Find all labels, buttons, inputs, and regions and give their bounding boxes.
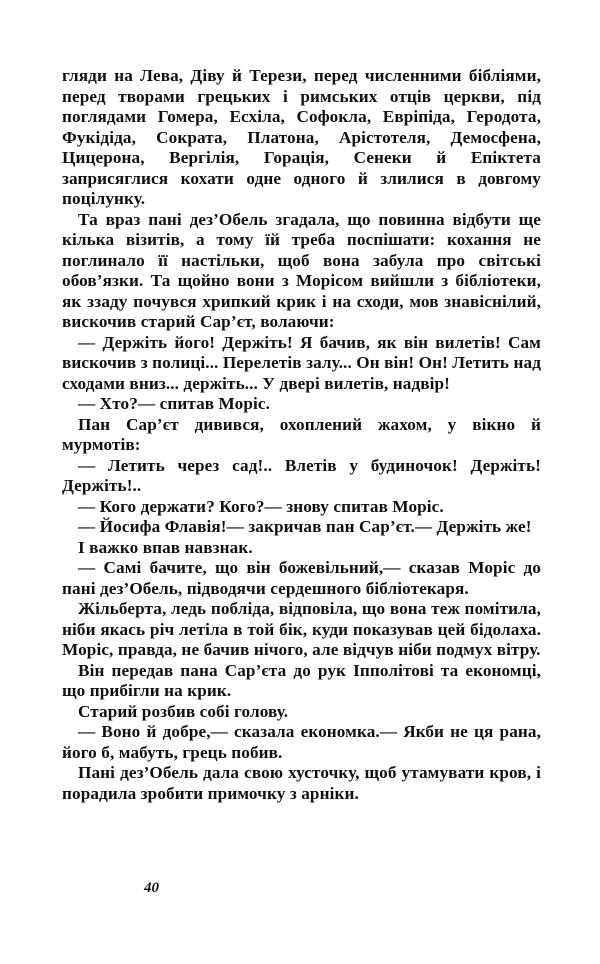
paragraph-13: Старий розбив собі голову.: [78, 701, 289, 721]
paragraph-11: Жільберта, ледь побліда, відповіла, що вона теж помітила, ніби якась річ летіла в той бік, куди показував цей бідолаха. Моріс, правда, не бачив нічого, але відчув ніби подмух вітру.: [62, 599, 541, 659]
paragraph-2: Та враз пані дез’Обель згадала, що повинна відбути ще кілька візитів, а тому їй треба поспішати: кохання не поглинало її настільки, щоб вона забула про світські обов’язки. Та щойно вони з Морісом вийшли з бібліотеки, як ззаду почувся хрипкий крик і на сходи, мов знавіснілий, вискочив старий Сар’єт, волаючи:: [62, 209, 541, 331]
paragraph-4: — Хто?— спитав Моріс.: [78, 394, 270, 413]
paragraph-10: — Самі бачите, що він божевільний,— сказав Моріс до пані дез’Обель, підводячи сердешного бібліотекаря.: [62, 558, 541, 598]
paragraph-14: — Воно й добре,— сказала економка.— Якби не ця рана, його б, мабуть, грець побив.: [62, 722, 541, 762]
paragraph-3: — Держіть його! Держіть! Я бачив, як він вилетів! Сам вискочив з полиці... Перелетів залу... Он він! Он! Летить над сходами вниз... держіть... У двері вилетів, надвір!: [62, 332, 541, 393]
paragraph-7: — Кого держати? Кого?— знову спитав Моріс.: [78, 496, 444, 516]
body-text: [62, 66, 541, 804]
paragraph-8: — Йосифа Флавія!— закричав пан Сар’єт.— Держіть же!: [78, 517, 532, 536]
paragraph-1: гляди на Лева, Діву й Терези, перед численними бібліями, перед творами грецьких і римських отців церкви, під поглядами Гомера, Есхіла, Софокла, Евріпіда, Геродота, Фукідіда, Сократа, Платона, Арістотеля, Демосфена, Цицерона, Вергілія, Горація, Сенеки й Епіктета заприсяглися кохати одне одного й злилися в довгому поцілунку.: [62, 66, 541, 208]
paragraph-5: Пан Сар’єт дивився, охоплений жахом, у вікно й мурмотів:: [62, 414, 541, 454]
paragraph-6: — Летить через сад!.. Влетів у будиночок! Держіть! Держіть!..: [62, 455, 541, 495]
paragraph-9: І важко впав навзнак.: [78, 537, 253, 557]
paragraph-15: Пані дез’Обель дала свою хусточку, щоб утамувати кров, і порадила зробити примочку з арніки.: [62, 763, 541, 803]
page-number: 40: [144, 880, 159, 896]
paragraph-12: Він передав пана Сар’єта до рук Іпполітові та економці, що прибігли на крик.: [62, 660, 541, 700]
